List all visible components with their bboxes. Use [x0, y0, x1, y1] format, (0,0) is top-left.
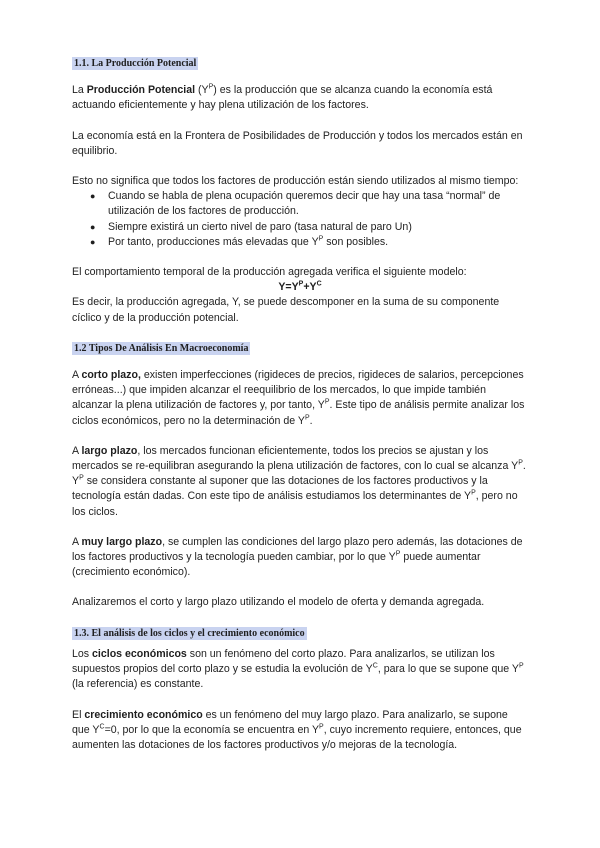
paragraph-crecimiento: El crecimiento económico es un fenómeno del muy largo plazo. Para analizarlo, se supone que $Y^C=0$, por lo que la economía se encuentra en $Y^P$, cuyo incremento requiere, entonces, que aumenten las dotaciones de los factores productivos y/o mejoras de la tecnología.	[72, 708, 522, 751]
bullet-icon: ●	[90, 191, 96, 202]
list-item: ● Por tanto, producciones más elevadas que $Y^P$ son posibles.	[108, 235, 528, 250]
paragraph-analizaremos: Analizaremos el corto y largo plazo utilizando el modelo de oferta y demanda agregada.	[72, 596, 485, 609]
paragraph-no-significa: Esto no significa que todos los factores de producción están siendo utilizados al mismo tiempo:	[72, 175, 519, 188]
paragraph-largo-plazo: A largo plazo, los mercados funcionan eficientemente, todos los precios se ajustan y los mercados se re-equilibran asegurando la plena utilización de factores, con lo cual se alcanza $Y^P$.	[72, 444, 526, 473]
paragraph-comportamiento: El comportamiento temporal de la producción agregada verifica el siguiente modelo:	[72, 266, 467, 279]
paragraph-corto-plazo: A corto plazo, existen imperfecciones (rigideces de precios, rigideces de salarios, percepciones erróneas...) que impiden alcanzar el reequilibrio de los mercados, lo que impide también alcanzar la plena utilización de factores y, por tanto, $Y^P$. Este tipo de análisis permite analizar los ciclos económicos, pero no la determinación de $Y^P$.	[72, 369, 525, 427]
paragraph-yp-constante: $Y^P$ se considera constante al suponer que las dotaciones de los factores productivos y la tecnología están dadas. Con este tipo de análisis estudiamos los determinantes de $Y^P$, pero no los ciclos.	[72, 474, 518, 518]
section-heading-1-3: 1.3. El análisis de los ciclos y el crecimiento económico	[74, 627, 305, 639]
bullet-icon: ●	[90, 236, 96, 247]
term-produccion-potencial: Producción Potencial	[86, 84, 196, 97]
paragraph-es-decir: Es decir, la producción agregada, Y, se puede descomponer en la suma de su componente cíclico y de la producción potencial.	[72, 296, 500, 324]
paragraph-frontera: La economía está en la Frontera de Posibilidades de Producción y todos los mercados están en equilibrio.	[72, 129, 523, 157]
formula: $Y=Y^P+Y^C$	[278, 280, 322, 294]
document-page	[72, 56, 528, 753]
list-item: ● Siempre existirá un cierto nivel de paro (tasa natural de paro Un)	[108, 220, 528, 235]
paragraph-produccion-potencial: La Producción Potencial $(Y^P)$ es la producción que se alcanza cuando la economía está actuando eficientemente y hay plena utilización de los factores.	[72, 83, 493, 112]
bullet-icon: ●	[90, 221, 96, 232]
section-heading-1-2: 1.2 Tipos De Análisis En Macroeconomía	[74, 342, 249, 354]
section-heading-1-1: 1.1. La Producción Potencial	[74, 58, 197, 69]
paragraph-ciclos: Los ciclos económicos son un fenómeno del corto plazo. Para analizarlos, se utilizan los supuestos propios del corto plazo y se estudia la evolución de $Y^C$, para lo que se supone que $Y^P$ (la referencia) es constante.	[72, 647, 524, 691]
bullet-list	[72, 189, 528, 250]
paragraph-muy-largo-plazo: A muy largo plazo, se cumplen las condiciones del largo plazo pero además, las dotaciones de los factores productivos y la tecnología pueden cambiar, por lo que $Y^P$ puede aumentar (crecimiento económico).	[72, 535, 523, 579]
list-item: ● Cuando se habla de plena ocupación queremos decir que hay una tasa “normal” de utilización de los factores de producción.	[90, 190, 501, 218]
